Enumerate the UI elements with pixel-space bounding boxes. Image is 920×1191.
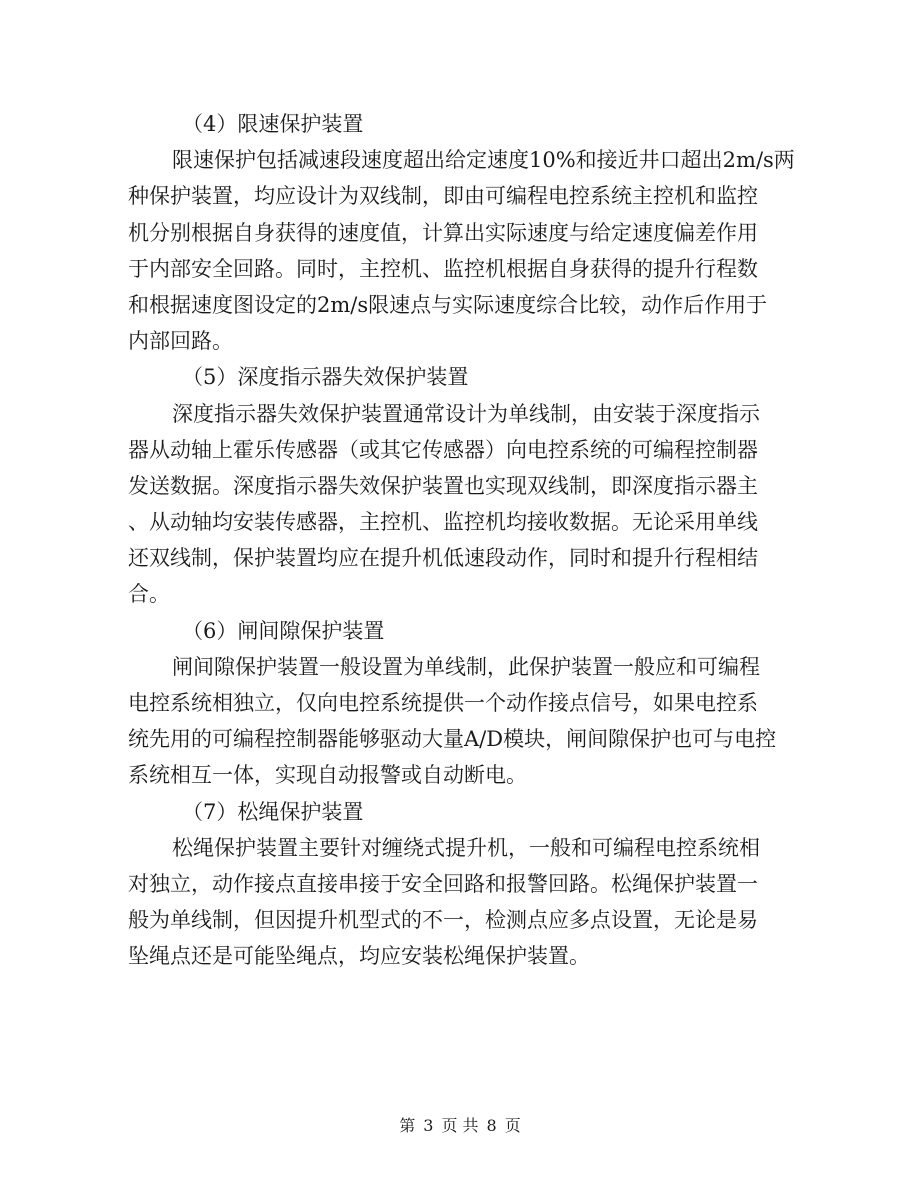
section-slack-rope-protection (128, 794, 798, 975)
section-heading: （4）限速保护装置 (182, 112, 364, 136)
paragraph-line: 合。 (128, 582, 170, 607)
footer-prefix: 第 (399, 1116, 416, 1135)
section-speed-limit-protection (128, 106, 798, 359)
section-heading: （6）闸间隙保护装置 (182, 618, 385, 643)
section-brake-gap-protection (128, 613, 798, 794)
paragraph-line: 闸间隙保护装置一般设置为单线制，此保护装置一般应和可编程 (172, 654, 760, 679)
paragraph-line: 于内部安全回路。同时，主控机、监控机根据自身获得的提升行程数 (128, 256, 758, 281)
paragraph-line: 坠绳点还是可能坠绳点，均应安装松绳保护装置。 (128, 944, 590, 969)
page-footer (0, 1113, 920, 1136)
paragraph-line: 对独立，动作接点直接串接于安全回路和报警回路。松绳保护装置一 (128, 871, 758, 896)
section-depth-indicator-protection (128, 359, 798, 612)
paragraph-line: 机分别根据自身获得的速度值，计算出实际速度与给定速度偏差作用 (128, 220, 758, 245)
section-heading: （7）松绳保护装置 (182, 799, 364, 824)
footer-suffix: 页 (504, 1116, 521, 1135)
paragraph-line: 限速保护包括减速段速度超出给定速度10%和接近井口超出2m/s两 (172, 148, 795, 173)
paragraph-line: 深度指示器失效保护装置通常设计为单线制，由安装于深度指示 (172, 401, 760, 426)
section-heading: （5）深度指示器失效保护装置 (182, 365, 469, 390)
paragraph-line: 和根据速度图设定的2m/s限速点与实际速度综合比较，动作后作用于 (128, 292, 768, 317)
paragraph-line: 松绳保护装置主要针对缠绕式提升机，一般和可编程电控系统相 (172, 835, 760, 860)
paragraph-line: 内部回路。 (128, 329, 233, 354)
paragraph-line: 系统相互一体，实现自动报警或自动断电。 (128, 763, 527, 788)
paragraph-line: 器从动轴上霍乐传感器（或其它传感器）向电控系统的可编程控制器 (128, 437, 758, 462)
paragraph-line: 还双线制，保护装置均应在提升机低速段动作，同时和提升行程相结 (128, 546, 758, 571)
paragraph-line: 电控系统相独立，仅向电控系统提供一个动作接点信号，如果电控系 (128, 691, 758, 715)
paragraph-line: 发送数据。深度指示器失效保护装置也实现双线制，即深度指示器主 (128, 473, 758, 498)
paragraph-line: 统先用的可编程控制器能够驱动大量A/D模块，闸间隙保护也可与电控 (128, 727, 777, 752)
document-body (128, 106, 798, 975)
paragraph-line: 种保护装置，均应设计为双线制，即由可编程电控系统主控机和监控 (128, 184, 758, 209)
footer-middle: 页 共 (441, 1116, 479, 1135)
paragraph-line: 、从动轴均安装传感器，主控机、监控机均接收数据。无论采用单线 (128, 510, 758, 535)
footer-page-number: 3 (423, 1116, 434, 1135)
footer-total-pages: 8 (486, 1116, 497, 1135)
paragraph-line: 般为单线制，但因提升机型式的不一，检测点应多点设置，无论是易 (128, 908, 758, 933)
